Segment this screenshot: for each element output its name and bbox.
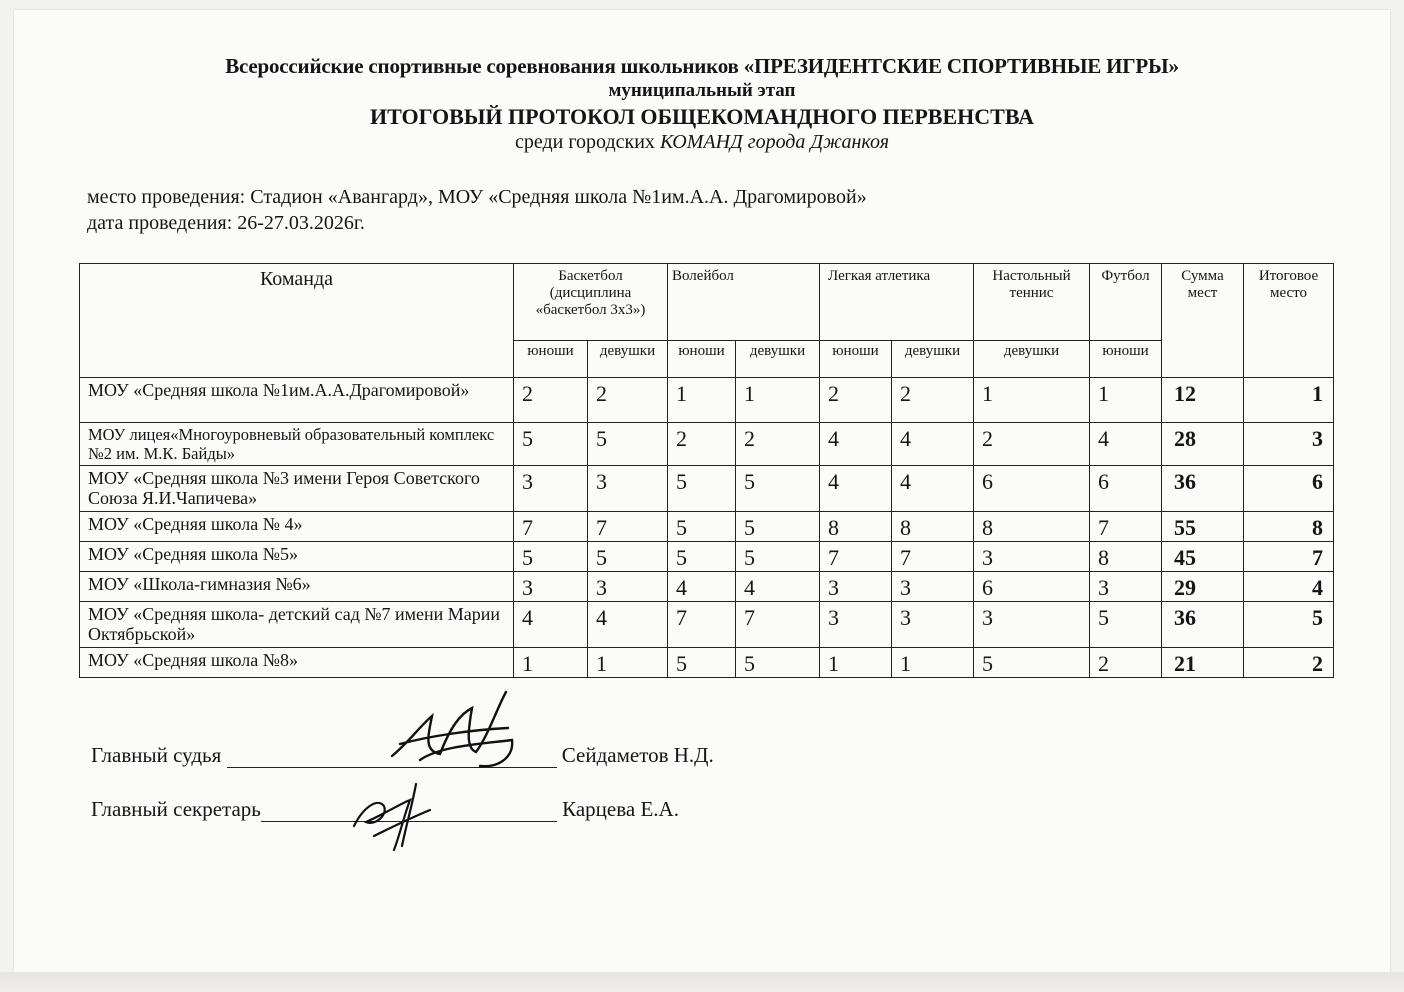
table-row: [80, 423, 1334, 466]
table-row: [80, 466, 1334, 512]
volleyball-boys-header: юноши: [668, 341, 736, 378]
place-cell: 4: [514, 602, 588, 648]
place-cell: 7: [736, 602, 820, 648]
place-cell: 5: [514, 542, 588, 572]
place-cell: 3: [514, 466, 588, 512]
team-cell: МОУ «Средняя школа № 4»: [80, 512, 514, 542]
sum-cell: 36: [1162, 466, 1244, 512]
secretary-name: Карцева Е.А.: [562, 797, 679, 821]
football-boys-header: юноши: [1090, 341, 1162, 378]
place-cell: 2: [514, 378, 588, 423]
table-surface: [0, 972, 1404, 992]
place-cell: 1: [974, 378, 1090, 423]
place-cell: 4: [892, 423, 974, 466]
place-cell: 8: [892, 512, 974, 542]
results-table: [79, 263, 1334, 678]
place-cell: 3: [588, 572, 668, 602]
sum-cell: 21: [1162, 648, 1244, 678]
place-cell: 4: [820, 423, 892, 466]
place-cell: 5: [668, 542, 736, 572]
place-cell: 2: [588, 378, 668, 423]
final-place-cell: 7: [1244, 542, 1334, 572]
place-cell: 2: [736, 423, 820, 466]
place-cell: 2: [892, 378, 974, 423]
place-cell: 6: [974, 466, 1090, 512]
table-row: [80, 378, 1334, 423]
table-header-row: [80, 264, 1334, 341]
final-place-cell: 3: [1244, 423, 1334, 466]
sum-cell: 29: [1162, 572, 1244, 602]
place-cell: 7: [514, 512, 588, 542]
results-body: [80, 378, 1334, 678]
judge-name: Сейдаметов Н.Д.: [561, 743, 714, 767]
team-cell: МОУ «Средняя школа- детский сад №7 имени Марии Октябрьской»: [80, 602, 514, 648]
place-cell: 5: [588, 423, 668, 466]
team-cell: МОУ «Школа-гимназия №6»: [80, 572, 514, 602]
place-cell: 3: [820, 572, 892, 602]
place-cell: 5: [736, 466, 820, 512]
athletics-girls-header: девушки: [892, 341, 974, 378]
date-line: дата проведения: 26-27.03.2026г.: [87, 212, 365, 234]
final-place-cell: 8: [1244, 512, 1334, 542]
place-cell: 7: [588, 512, 668, 542]
place-cell: 1: [588, 648, 668, 678]
place-cell: 6: [1090, 466, 1162, 512]
team-column-header: Команда: [80, 264, 514, 378]
place-cell: 4: [668, 572, 736, 602]
competition-title: Всероссийские спортивные соревнования школьников «ПРЕЗИДЕНТСКИЕ СПОРТИВНЫЕ ИГРЫ»: [225, 54, 1179, 78]
place-cell: 2: [974, 423, 1090, 466]
place-cell: 7: [1090, 512, 1162, 542]
place-cell: 8: [820, 512, 892, 542]
team-cell: МОУ «Средняя школа №1им.А.А.Драгомировой»: [80, 378, 514, 423]
place-cell: 7: [892, 542, 974, 572]
tennis-girls-header: девушки: [974, 341, 1090, 378]
place-cell: 2: [1090, 648, 1162, 678]
basketball-girls-header: девушки: [588, 341, 668, 378]
place-cell: 5: [668, 512, 736, 542]
place-cell: 6: [974, 572, 1090, 602]
final-place-cell: 5: [1244, 602, 1334, 648]
place-cell: 1: [892, 648, 974, 678]
final-place-header: Итоговое место: [1244, 264, 1334, 378]
place-cell: 2: [820, 378, 892, 423]
sum-header: Сумма мест: [1162, 264, 1244, 378]
football-header: Футбол: [1090, 264, 1162, 341]
judge-label: Главный судья: [91, 743, 222, 767]
place-cell: 8: [974, 512, 1090, 542]
sum-cell: 36: [1162, 602, 1244, 648]
place-cell: 3: [892, 602, 974, 648]
place-cell: 5: [1090, 602, 1162, 648]
place-cell: 7: [668, 602, 736, 648]
venue-line: место проведения: Стадион «Авангард», МОУ «Средняя школа №1им.А.А. Драгомировой»: [87, 186, 867, 208]
subtitle-italic: КОМАНД города Джанкоя: [659, 131, 890, 153]
stage-label: муниципальный этап: [608, 80, 796, 101]
place-cell: 2: [668, 423, 736, 466]
place-cell: 3: [974, 542, 1090, 572]
place-cell: 3: [588, 466, 668, 512]
table-row: [80, 648, 1334, 678]
table-row: [80, 542, 1334, 572]
place-cell: 5: [588, 542, 668, 572]
place-cell: 5: [736, 512, 820, 542]
secretary-signature-image: [344, 776, 444, 856]
place-cell: 4: [736, 572, 820, 602]
volleyball-header: Волейбол: [668, 264, 820, 341]
place-cell: 1: [1090, 378, 1162, 423]
place-cell: 1: [820, 648, 892, 678]
place-cell: 5: [668, 648, 736, 678]
place-cell: 5: [736, 648, 820, 678]
final-place-cell: 1: [1244, 378, 1334, 423]
place-cell: 8: [1090, 542, 1162, 572]
place-cell: 4: [1090, 423, 1162, 466]
place-cell: 5: [514, 423, 588, 466]
judge-signature-image: [380, 686, 520, 781]
place-cell: 1: [668, 378, 736, 423]
place-cell: 4: [820, 466, 892, 512]
team-cell: МОУ лицея«Многоуровневый образовательный комплекс №2 им. М.К. Байды»: [80, 423, 514, 466]
place-cell: 3: [514, 572, 588, 602]
sum-cell: 55: [1162, 512, 1244, 542]
table-row: [80, 512, 1334, 542]
place-cell: 1: [736, 378, 820, 423]
final-place-cell: 6: [1244, 466, 1334, 512]
athletics-header: Легкая атлетика: [820, 264, 974, 341]
team-cell: МОУ «Средняя школа №8»: [80, 648, 514, 678]
basketball-header: Баскетбол (дисциплина «баскетбол 3х3»): [514, 264, 668, 341]
document-subtitle: [0, 131, 1404, 154]
sum-cell: 45: [1162, 542, 1244, 572]
basketball-boys-header: юноши: [514, 341, 588, 378]
place-cell: 7: [820, 542, 892, 572]
document-title: ИТОГОВЫЙ ПРОТОКОЛ ОБЩЕКОМАНДНОГО ПЕРВЕНСТВА: [369, 104, 1035, 129]
place-cell: 5: [974, 648, 1090, 678]
subtitle-prefix: среди городских: [514, 131, 660, 153]
place-cell: 1: [514, 648, 588, 678]
table-tennis-header: Настольный теннис: [974, 264, 1090, 341]
table-row: [80, 602, 1334, 648]
team-cell: МОУ «Средняя школа №5»: [80, 542, 514, 572]
place-cell: 5: [668, 466, 736, 512]
place-cell: 3: [820, 602, 892, 648]
athletics-boys-header: юноши: [820, 341, 892, 378]
final-place-cell: 2: [1244, 648, 1334, 678]
place-cell: 4: [892, 466, 974, 512]
place-cell: 3: [1090, 572, 1162, 602]
place-cell: 3: [892, 572, 974, 602]
sum-cell: 12: [1162, 378, 1244, 423]
table-row: [80, 572, 1334, 602]
place-cell: 5: [736, 542, 820, 572]
sum-cell: 28: [1162, 423, 1244, 466]
place-cell: 4: [588, 602, 668, 648]
final-place-cell: 4: [1244, 572, 1334, 602]
secretary-label: Главный секретарь: [91, 797, 261, 821]
place-cell: 3: [974, 602, 1090, 648]
team-cell: МОУ «Средняя школа №3 имени Героя Советского Союза Я.И.Чапичева»: [80, 466, 514, 512]
volleyball-girls-header: девушки: [736, 341, 820, 378]
